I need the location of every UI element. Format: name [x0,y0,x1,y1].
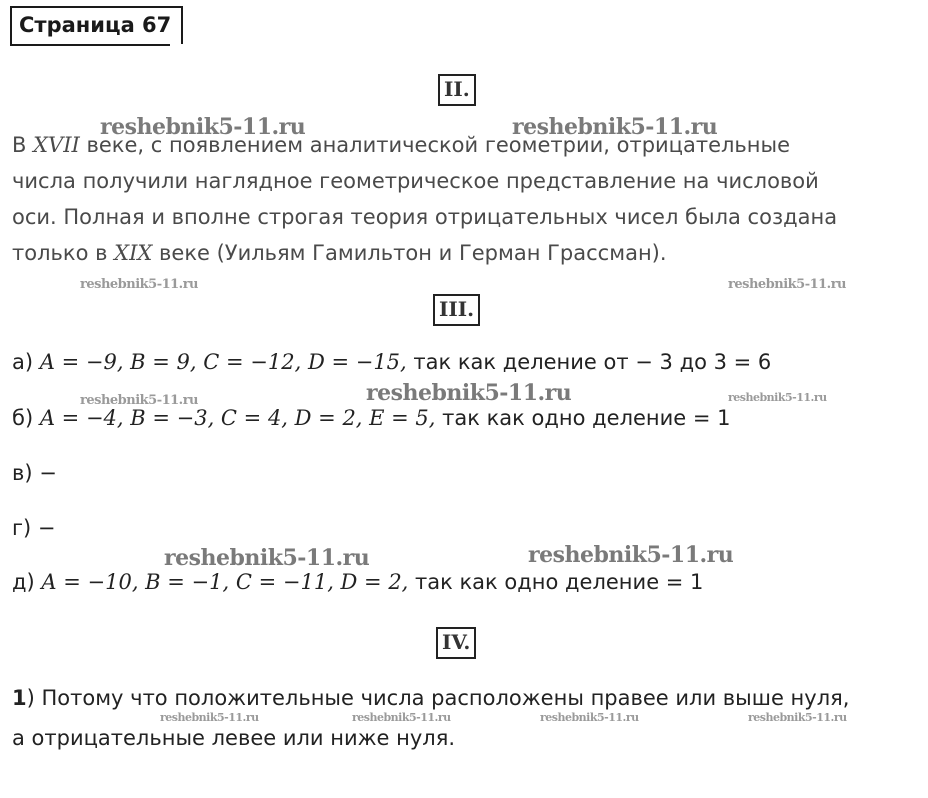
watermark: reshebnik5-11.ru [728,277,847,292]
watermark: reshebnik5-11.ru [366,380,572,406]
watermark: reshebnik5-11.ru [352,711,451,724]
watermark: reshebnik5-11.ru [528,542,734,568]
watermark: reshebnik5-11.ru [748,711,847,724]
answer-g: г) − [12,516,56,540]
section-heading-2: II. [438,74,476,106]
answer-b: б) A = −4, B = −3, C = 4, D = 2, E = 5, так как одно деление = 1 [12,406,731,430]
section-heading-3: III. [433,294,480,326]
history-line-3: оси. Полная и вполне строгая теория отрицательных чисел была создана [12,205,838,229]
page-label: Страница 67 [10,6,183,44]
history-line-1: В XVII веке, с появлением аналитической геометрии, отрицательные [12,133,791,157]
history-line-4: только в XIX веке (Уильям Гамильтон и Герман Грассман). [12,241,667,265]
answer-d: д) A = −10, B = −1, C = −11, D = 2, так как одно деление = 1 [12,570,704,594]
answer-v: в) − [12,461,57,485]
watermark: reshebnik5-11.ru [80,277,199,292]
watermark: reshebnik5-11.ru [728,391,827,404]
answer-a: а) A = −9, B = 9, C = −12, D = −15, так как деление от − 3 до 3 = 6 [12,350,772,374]
watermark: reshebnik5-11.ru [100,114,306,140]
watermark: reshebnik5-11.ru [160,711,259,724]
watermark: reshebnik5-11.ru [164,545,370,571]
part4-line-1: 1) Потому что положительные числа расположены правее или выше нуля, [12,686,850,710]
watermark: reshebnik5-11.ru [80,393,199,408]
watermark: reshebnik5-11.ru [512,114,718,140]
watermark: reshebnik5-11.ru [540,711,639,724]
history-line-2: числа получили наглядное геометрическое представление на числовой [12,169,819,193]
part4-line-2: а отрицательные левее или ниже нуля. [12,726,456,750]
section-heading-4: IV. [436,627,476,659]
